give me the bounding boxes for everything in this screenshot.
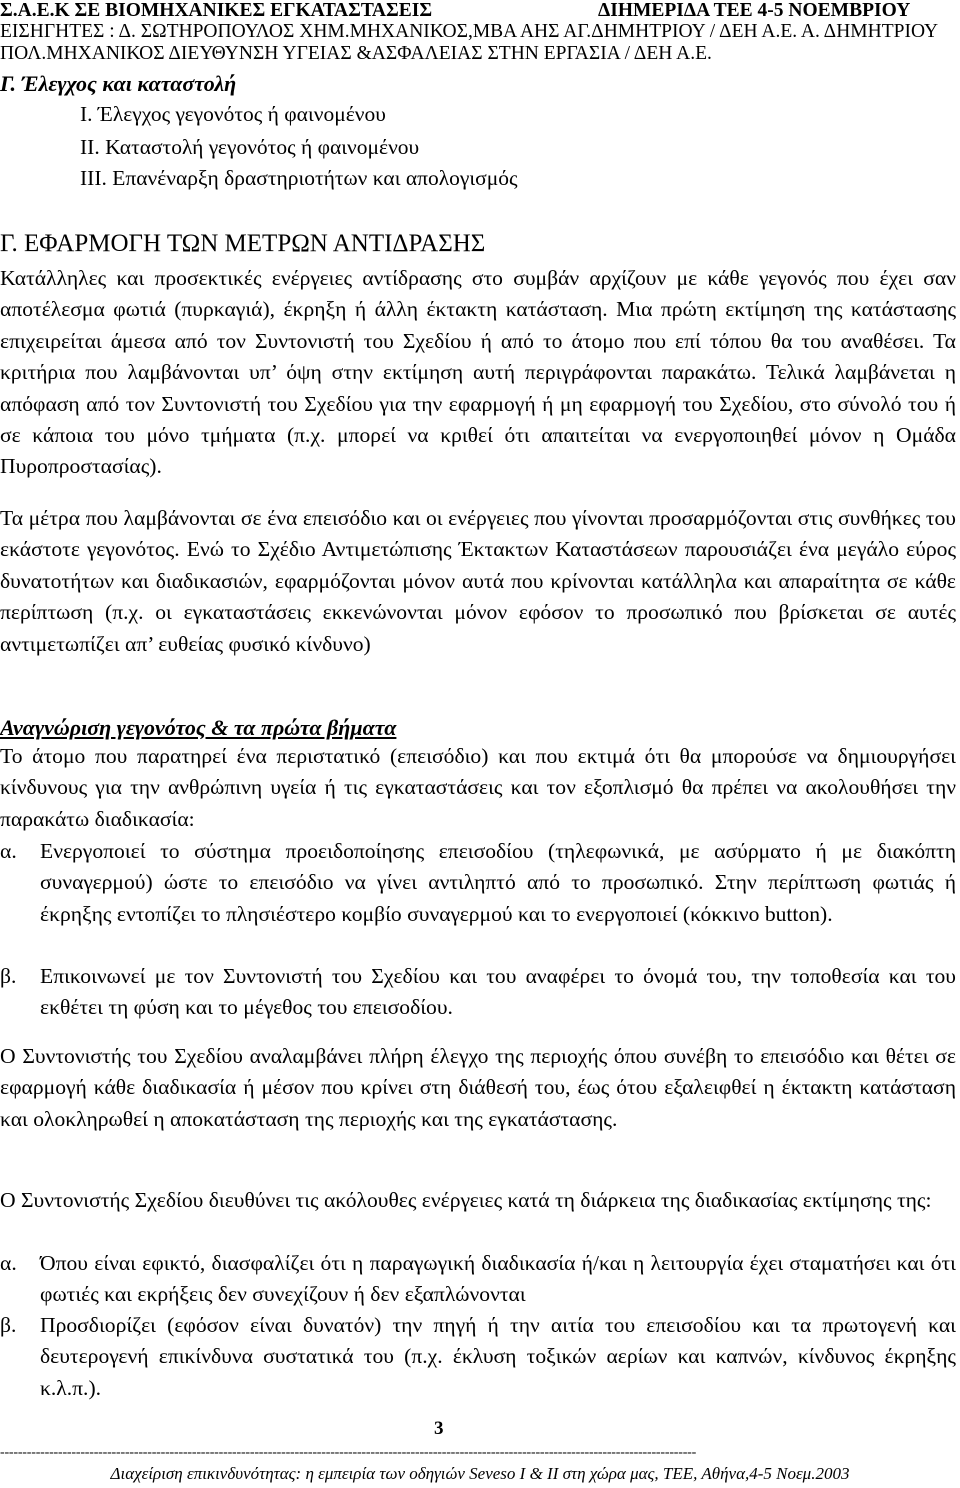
subsection-heading: Αναγνώριση γεγονότος & τα πρώτα βήματα bbox=[0, 715, 397, 740]
header-event: ΔΙΗΜΕΡΙΔΑ ΤΕΕ 4-5 ΝΟΕΜΒΡΙΟΥ bbox=[598, 0, 911, 21]
paragraph bbox=[0, 503, 956, 660]
list-item-label: β. bbox=[0, 1313, 17, 1337]
list-item-text: Προσδιορίζει (εφόσον είναι δυνατόν) την πηγή ή την αιτία του επεισοδίου και τα πρωτογενή και δευτερογενή επικίνδυνα συστατικά του (π.χ. έκλυση τοξικών αερίων και καπνών, κίνδυνος έκρηξης κ.λ.π.). bbox=[40, 1313, 956, 1400]
paragraph-text: Τα μέτρα που λαμβάνονται σε ένα επεισόδιο και οι ενέργειες που γίνονται προσαρμόζονται στις συνθήκες του εκάστοτε γεγονότος. Ενώ το Σχέδιο Αντιμετώπισης Έκτακτων Καταστάσεων παρουσιάζει ένα μεγάλο εύρος δυνατοτήτων και διαδικασιών, εφαρμόζονται μόνον αυτά που κρίνονται κατάλληλα και απαραίτητα σε κάθε περίπτωση (π.χ. οι εγκαταστάσεις εκκενώνονται μόνον εφόσον το προσωπικό που βρίσκεται σε αυτές αντιμετωπίζει απ’ ευθείας φυσικό κίνδυνο) bbox=[0, 506, 956, 656]
paragraph-text: Ο Συντονιστής Σχεδίου διευθύνει τις ακόλουθες ενέργειες κατά τη διάρκεια της διαδικασίας εκτίμησης της: bbox=[0, 1188, 932, 1212]
paragraph-text: Ο Συντονιστής του Σχεδίου αναλαμβάνει πλήρη έλεγχο της περιοχής όπου συνέβη το επεισόδιο και θέτει σε εφαρμογή κάθε διαδικασία ή μέσον που κρίνει στη διάθεσή του, έως ότου εξαλειφθεί η έκτακτη κατάσταση και ολοκληρωθεί η αποκατάσταση της περιοχής και της εγκατάστασης. bbox=[0, 1044, 956, 1131]
paragraph bbox=[0, 1041, 956, 1135]
section-title: Γ. Έλεγχος και καταστολή bbox=[0, 71, 237, 96]
list-item-text: Όπου είναι εφικτό, διασφαλίζει ότι η παραγωγική διαδικασία ή/και η λειτουργία έχει σταματήσει και ότι φωτιές και εκρήξεις δεν συνεχίζουν ή δεν εξαπλώνονται bbox=[40, 1251, 956, 1307]
header-line-2: ΕΙΣΗΓΗΤΕΣ : Δ. ΣΩΤΗΡΟΠΟΥΛΟΣ ΧΗΜ.ΜΗΧΑΝΙΚΟΣ,ΜΒΑ ΑΗΣ ΑΓ.ΔΗΜΗΤΡΙΟΥ / ΔΕΗ Α.Ε. Α. ΔΗΜΗΤΡΙΟΥ bbox=[0, 21, 939, 42]
list-item-label: β. bbox=[0, 964, 17, 988]
main-title: Γ. ΕΦΑΡΜΟΓΗ ΤΩΝ ΜΕΤΡΩΝ ΑΝΤΙΔΡΑΣΗΣ bbox=[0, 230, 486, 257]
paragraph bbox=[0, 263, 956, 483]
paragraph bbox=[0, 741, 956, 835]
list-item-text: Επικοινωνεί με τον Συντονιστή του Σχεδίου και του αναφέρει το όνομά του, την τοποθεσία και του εκθέτει τη φύση και το μέγεθος του επεισοδίου. bbox=[40, 964, 956, 1020]
header-line-3: ΠΟΛ.ΜΗΧΑΝΙΚΟΣ ΔΙΕΥΘΥΝΣΗ ΥΓΕΙΑΣ &ΑΣΦΑΛΕΙΑΣ ΣΤΗΝ ΕΡΓΑΣΙΑ / ΔΕΗ Α.Ε. bbox=[0, 43, 712, 64]
paragraph bbox=[0, 1185, 956, 1216]
header-line-1 bbox=[0, 0, 960, 22]
list-item bbox=[0, 1310, 956, 1404]
list-item bbox=[0, 1248, 956, 1311]
outline-item: Ι. Έλεγχος γεγονότος ή φαινομένου bbox=[80, 102, 386, 126]
list-item bbox=[0, 961, 956, 1024]
list-item-text: Ενεργοποιεί το σύστημα προειδοποίησης επεισοδίου (τηλεφωνικά, με ασύρματο ή με διακόπτη συναγερμού) ώστε το επεισόδιο να γίνει αντιληπτό από το προσωπικό. Στην περίπτωση φωτιάς ή έκρηξης εντοπίζει το πλησιέστερο κομβίο συναγερμού και το ενεργοποιεί (κόκκινο button). bbox=[40, 839, 956, 926]
list-item bbox=[0, 836, 956, 930]
page-number: 3 bbox=[434, 1418, 444, 1439]
footer-text: Διαχείριση επικινδυνότητας: η εμπειρία των οδηγιών Seveso I & II στη χώρα μας, ΤΕΕ, Αθήνα,4-5 Νοεμ.2003 bbox=[110, 1464, 850, 1483]
list-item-label: α. bbox=[0, 839, 17, 863]
outline-item: ΙΙ. Καταστολή γεγονότος ή φαινομένου bbox=[80, 135, 420, 159]
list-item-label: α. bbox=[0, 1251, 17, 1275]
header-organisation: Σ.Α.Ε.Κ ΣΕ ΒΙΟΜΗΧΑΝΙΚΕΣ ΕΓΚΑΤΑΣΤΑΣΕΙΣ bbox=[0, 0, 433, 21]
footer-separator: ------------------------------------------------------------------------------------------------------------------------------------------------------------ bbox=[0, 1445, 697, 1460]
outline-item: ΙΙΙ. Επανέναρξη δραστηριοτήτων και απολογισμός bbox=[80, 166, 518, 190]
paragraph-text: Το άτομο που παρατηρεί ένα περιστατικό (επεισόδιο) και που εκτιμά ότι θα μπορούσε να δημιουργήσει κίνδυνους για την ανθρώπινη υγεία ή τις εγκαταστάσεις και τον εξοπλισμό θα πρέπει να ακολουθήσει την παρακάτω διαδικασία: bbox=[0, 744, 956, 831]
paragraph-text: Κατάλληλες και προσεκτικές ενέργειες αντίδρασης στο συμβάν αρχίζουν με κάθε γεγονός που έχει σαν αποτέλεσμα φωτιά (πυρκαγιά), έκρηξη ή άλλη έκτακτη κατάσταση. Μια πρώτη εκτίμηση της κατάστασης επιχειρείται άμεσα από τον Συντονιστή του Σχεδίου ή από το άτομο που επί τόπου θα του αναθέσει. Τα κριτήρια που λαμβάνονται υπ’ όψη στην εκτίμηση αυτή περιγράφονται παρακάτω. Τελικά λαμβάνεται η απόφαση από τον Συντονιστή του Σχεδίου για την εφαρμογή ή μη εφαρμογή του Σχεδίου, στο σύνολό του ή σε κάποια του μόνο τμήματα (π.χ. μπορεί να κριθεί ότι απαιτείται να ενεργοποιηθεί μόνον η Ομάδα Πυροπροστασίας). bbox=[0, 266, 956, 479]
